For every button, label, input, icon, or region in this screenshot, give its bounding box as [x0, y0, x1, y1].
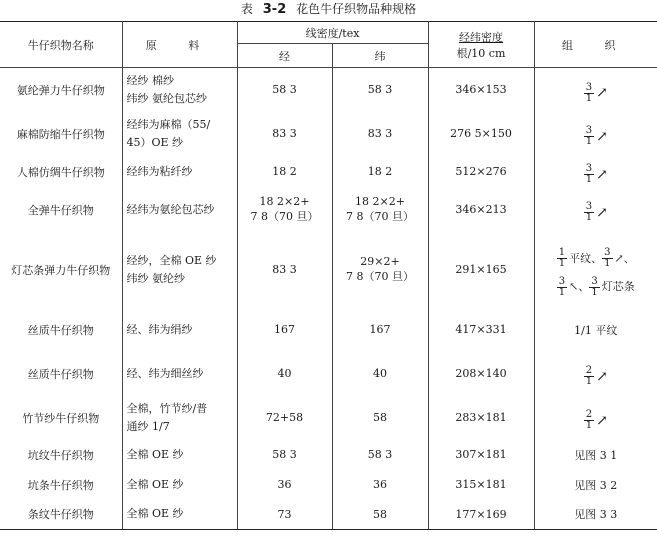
warp-line: 40 — [277, 367, 292, 380]
cell-warp — [237, 352, 332, 396]
weft-line: 7 8（70 旦） — [346, 210, 414, 223]
weave-numerator: 3 — [585, 125, 593, 137]
cell-weave — [534, 156, 657, 188]
cell-density: 315×181 — [428, 470, 534, 500]
weave-direction: 平纹、 — [569, 251, 603, 265]
cell-weave — [534, 112, 657, 156]
cell-name: 坑纹牛仔织物 — [0, 440, 122, 470]
cell-material — [122, 440, 237, 470]
warp-line: 167 — [274, 323, 295, 336]
weave-numerator: 2 — [585, 365, 593, 377]
cell-name: 氨纶弹力牛仔织物 — [0, 68, 122, 112]
cell-warp — [237, 440, 332, 470]
weave-numerator: 3 — [558, 275, 566, 287]
weave-notation — [584, 366, 608, 388]
table-row — [0, 232, 657, 308]
material-line: 纬纱 氨纶包芯纱 — [126, 91, 207, 105]
weave-notation — [557, 276, 590, 298]
cell-material — [122, 68, 237, 112]
warp-line: 18 2×2+ — [259, 195, 310, 208]
cell-density: 512×276 — [428, 156, 534, 188]
header-weave: 组 织 — [534, 22, 657, 68]
weave-numerator: 3 — [604, 247, 611, 258]
table-row — [0, 500, 657, 530]
cell-warp — [237, 112, 332, 156]
weave-fraction — [602, 248, 612, 269]
table-body — [0, 68, 657, 530]
weft-line: 40 — [373, 367, 387, 380]
header-name: 牛仔织物名称 — [0, 22, 122, 68]
header-density-title: 经纬密度 — [459, 30, 503, 44]
weave-denominator: 1 — [585, 376, 593, 388]
warp-line: 58 3 — [272, 83, 297, 97]
material-line: 全棉 OE 纱 — [126, 477, 184, 491]
cell-warp — [237, 156, 332, 188]
weave-notation — [584, 82, 608, 104]
cell-warp — [237, 232, 332, 308]
weave-denominator: 1 — [591, 286, 598, 298]
cell-weft — [332, 440, 428, 470]
table-row — [0, 440, 657, 470]
cell-material — [122, 500, 237, 530]
cell-density: 291×165 — [428, 232, 534, 308]
cell-density: 307×181 — [428, 440, 534, 470]
cell-name: 麻棉防缩牛仔织物 — [0, 112, 122, 156]
weft-line: 83 3 — [367, 127, 393, 140]
header-density-unit: 根/10 cm — [456, 46, 506, 60]
cell-weft — [332, 308, 428, 352]
cell-weave: 1/1 平纹 — [534, 308, 657, 352]
cell-material — [122, 188, 237, 232]
cell-weft — [332, 156, 428, 188]
cell-weave — [534, 68, 657, 112]
cell-name: 人棉仿绸牛仔织物 — [0, 156, 122, 188]
weave-denominator: 1 — [585, 212, 593, 224]
cell-density: 346×153 — [428, 68, 534, 112]
weave-numerator: 3 — [585, 201, 593, 213]
cell-weave — [534, 396, 657, 440]
cell-density: 208×140 — [428, 352, 534, 396]
cell-warp — [237, 308, 332, 352]
warp-line: 36 — [277, 478, 292, 491]
header-density — [428, 22, 534, 68]
weave-fraction — [584, 202, 594, 223]
material-line: 经纬为粘纤纱 — [126, 164, 193, 178]
cell-weave: 见图 3 1 — [534, 440, 657, 470]
weave-fraction — [557, 277, 567, 298]
cell-weft — [332, 112, 428, 156]
weave-denominator: 1 — [558, 286, 566, 298]
material-line: 经纱，全棉 OE 纱 — [126, 253, 217, 267]
header-warp: 经 — [237, 44, 332, 68]
weft-line: 18 2×2+ — [355, 195, 405, 208]
warp-line: 58 3 — [272, 448, 297, 461]
weave-direction: ↗ — [596, 204, 608, 221]
material-line: 经纬为麻棉（55/ — [126, 117, 211, 131]
weave-fraction — [557, 248, 567, 269]
cell-warp — [237, 68, 332, 112]
table-row — [0, 68, 657, 112]
header-material: 原 料 — [122, 22, 237, 68]
weave-direction: ↗ — [596, 85, 608, 101]
weave-fraction — [589, 277, 599, 298]
weave-numerator: 2 — [585, 409, 593, 421]
weave-fraction — [584, 83, 594, 104]
cell-warp — [237, 188, 332, 232]
cell-name: 竹节纱牛仔织物 — [0, 396, 122, 440]
weft-line: 58 3 — [367, 448, 393, 461]
header-linear-density: 线密度/tex — [237, 22, 428, 44]
cell-warp — [237, 470, 332, 500]
table-row — [0, 352, 657, 396]
weft-line: 58 — [373, 507, 387, 521]
cell-weft — [332, 500, 428, 530]
weave-fraction — [584, 410, 594, 431]
weave-direction: ↗ — [596, 412, 608, 429]
weave-fraction — [584, 126, 594, 147]
weave-notation — [602, 248, 635, 270]
caption-prefix: 表 — [240, 2, 253, 16]
material-line: 全棉 OE 纱 — [126, 447, 184, 461]
cell-weft — [332, 396, 428, 440]
weave-notation — [584, 126, 608, 148]
weave-numerator: 3 — [585, 81, 593, 93]
cell-material — [122, 232, 237, 308]
cell-warp — [237, 500, 332, 530]
material-line: 经纬为氨纶包芯纱 — [126, 202, 215, 216]
cell-weft — [332, 188, 428, 232]
weave-denominator: 1 — [585, 136, 593, 148]
cell-material — [122, 352, 237, 396]
weave-direction: ↗、 — [614, 251, 635, 265]
warp-line: 73 — [277, 507, 292, 521]
weft-line: 29×2+ — [360, 255, 400, 268]
material-line: 45）OE 纱 — [126, 135, 184, 149]
weave-numerator: 3 — [591, 275, 598, 287]
cell-weave — [534, 352, 657, 396]
weft-line: 58 — [373, 411, 387, 424]
table-row — [0, 112, 657, 156]
weave-fraction — [584, 366, 594, 387]
weave-direction: ↗ — [596, 128, 608, 145]
weft-line: 36 — [373, 478, 387, 491]
weave-denominator: 1 — [558, 258, 566, 269]
weave-fraction — [584, 164, 594, 185]
cell-material — [122, 156, 237, 188]
material-line: 全棉，竹节纱/普 — [126, 401, 208, 415]
table-row — [0, 470, 657, 500]
cell-name: 坑条牛仔织物 — [0, 470, 122, 500]
weave-direction: ↗ — [596, 166, 608, 183]
material-line: 纬纱 氨纶纱 — [126, 271, 185, 285]
cell-name: 丝质牛仔织物 — [0, 308, 122, 352]
weave-numerator: 1 — [558, 247, 566, 258]
cell-name: 丝质牛仔织物 — [0, 352, 122, 396]
table-row — [0, 396, 657, 440]
cell-weave — [534, 188, 657, 232]
cell-weave: 见图 3 3 — [534, 500, 657, 530]
table-caption — [0, 0, 657, 20]
warp-line: 83 3 — [272, 263, 297, 276]
weave-notation — [589, 276, 634, 298]
cell-warp — [237, 396, 332, 440]
material-line: 经、纬为细丝纱 — [126, 366, 204, 380]
cell-weave: 见图 3 2 — [534, 470, 657, 500]
material-line: 通纱 1/7 — [126, 419, 170, 433]
cell-material — [122, 112, 237, 156]
weave-denominator: 1 — [585, 420, 593, 432]
weave-notation — [584, 410, 608, 432]
cell-material — [122, 470, 237, 500]
header-weft: 纬 — [332, 44, 428, 68]
cell-density: 346×213 — [428, 188, 534, 232]
cell-weft — [332, 68, 428, 112]
weft-line: 58 3 — [367, 83, 393, 97]
weft-line: 167 — [369, 323, 391, 336]
warp-line: 7 8（70 旦） — [250, 210, 319, 223]
caption-number: 3-2 — [262, 2, 287, 17]
weave-notation — [557, 248, 602, 270]
cell-density: 283×181 — [428, 396, 534, 440]
weave-numerator: 3 — [585, 163, 593, 175]
cell-density: 417×331 — [428, 308, 534, 352]
cell-name: 灯芯条弹力牛仔织物 — [0, 232, 122, 308]
cell-material — [122, 308, 237, 352]
weft-line: 18 2 — [367, 165, 393, 178]
cell-weave — [534, 232, 657, 308]
weave-direction: ↗ — [596, 368, 608, 385]
table-row — [0, 188, 657, 232]
cell-material — [122, 396, 237, 440]
cell-weft — [332, 470, 428, 500]
cell-weft — [332, 232, 428, 308]
material-line: 经、纬为绢纱 — [126, 322, 193, 336]
fabric-spec-table — [0, 21, 657, 530]
cell-weft — [332, 352, 428, 396]
warp-line: 18 2 — [272, 165, 297, 178]
weft-line: 7 8（70 旦） — [346, 270, 414, 283]
table-row — [0, 156, 657, 188]
table-row — [0, 308, 657, 352]
weave-denominator: 1 — [604, 258, 611, 269]
cell-name: 全弹牛仔织物 — [0, 188, 122, 232]
warp-line: 72+58 — [265, 411, 304, 424]
cell-density: 276 5×150 — [428, 112, 534, 156]
warp-line: 83 3 — [272, 127, 297, 140]
cell-name: 条纹牛仔织物 — [0, 500, 122, 530]
weave-direction: 灯芯条 — [601, 280, 635, 293]
material-line: 全棉 OE 纱 — [126, 507, 184, 521]
weave-notation — [584, 164, 608, 186]
weave-direction: ↖、 — [569, 280, 590, 293]
weave-notation — [584, 202, 608, 224]
cell-density: 177×169 — [428, 500, 534, 530]
weave-denominator: 1 — [585, 92, 593, 104]
caption-title: 花色牛仔织物品种规格 — [296, 2, 417, 16]
material-line: 经纱 棉纱 — [126, 73, 174, 87]
weave-denominator: 1 — [585, 174, 593, 186]
